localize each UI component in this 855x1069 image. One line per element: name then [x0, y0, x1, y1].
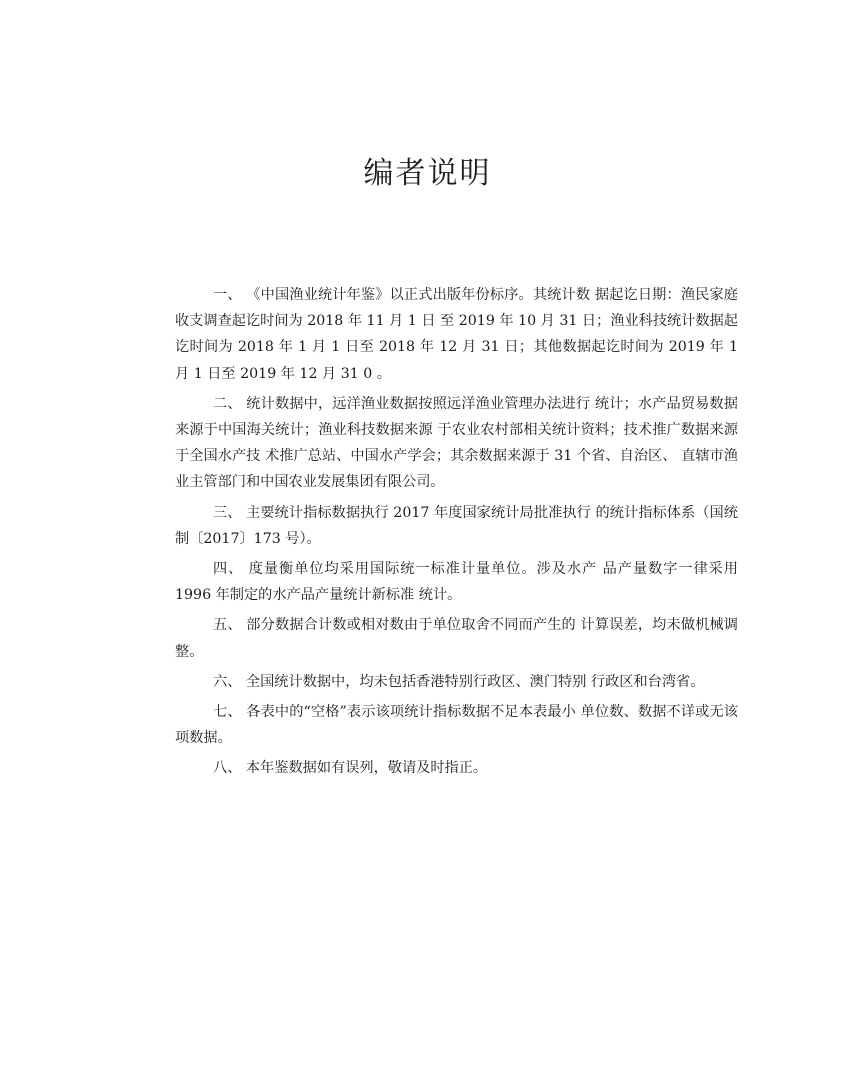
- paragraph-4: 四、 度量衡单位均采用国际统一标准计量单位。涉及水产 品产量数字一律采用 1996 年制定的水产品产量统计新标准 统计。: [175, 561, 738, 604]
- paragraph-8: 八、 本年鉴数据如有误列，敬请及时指正。: [213, 760, 488, 777]
- paragraph-1: 一、 《中国渔业统计年鉴》以正式出版年份标序。其统计数 据起讫日期：渔民家庭收支调查起讫时间为 2018 年 11 月 1 日 至 2019 年 10 月 31 日；渔业科技统计数据起讫时间为 2018 年 1 月 1 日至 2018 年 12 月 31 日；其他数据起讫时间为 2019 年 1 月 1 日至 2019 年 12 月 31 0 。: [175, 287, 738, 382]
- page-title: 编者说明: [363, 156, 492, 191]
- paragraph-6: 六、 全国统计数据中，均未包括香港特别行政区、澳门特别 行政区和台湾省。: [213, 673, 705, 690]
- paragraph-5: 五、 部分数据合计数或相对数由于单位取舍不同而产生的 计算误差，均未做机械调整。: [175, 617, 738, 660]
- paragraph-7: 七、 各表中的“空格”表示该项统计指标数据不足本表最小 单位数、数据不详或无该项数据。: [175, 704, 738, 747]
- paragraph-2: 二、 统计数据中，远洋渔业数据按照远洋渔业管理办法进行 统计；水产品贸易数据来源于中国海关统计；渔业科技数据来源 于农业农村部相关统计资料；技术推广数据来源于全国水产技 术推广总站、中国水产学会；其余数据来源于 31 个省、自治区、 直辖市渔业主管部门和中国农业发展集团有限公司。: [175, 395, 738, 491]
- paragraph-3: 三、 主要统计指标数据执行 2017 年度国家统计局批准执行 的统计指标体系（国统制〔2017〕173 号）。: [175, 504, 738, 547]
- document-body: [175, 282, 738, 786]
